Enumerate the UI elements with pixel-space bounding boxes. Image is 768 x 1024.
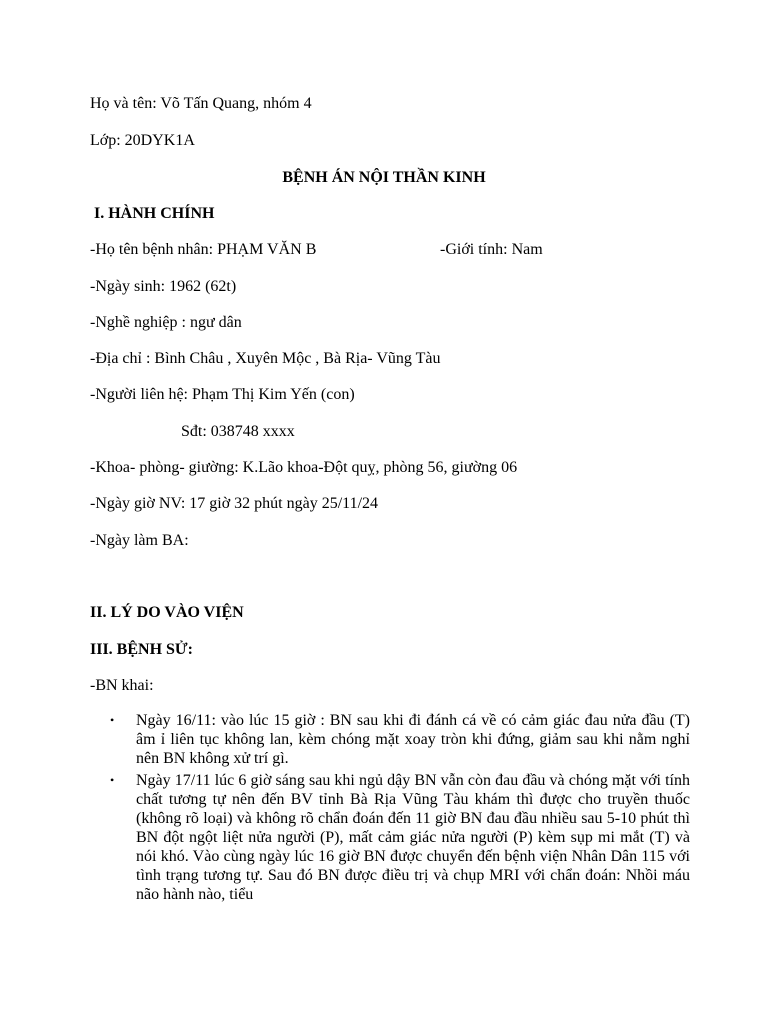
patient-birth: -Ngày sinh: 1962 (62t) — [90, 278, 237, 295]
contact-phone: Sđt: 038748 xxxx — [181, 423, 295, 440]
admission-time: -Ngày giờ NV: 17 giờ 32 phút ngày 25/11/24 — [90, 495, 379, 512]
bullet-icon: • — [110, 773, 115, 787]
list-item — [90, 711, 690, 768]
patient-gender: -Giới tính: Nam — [440, 241, 543, 258]
section-3-heading: III. BỆNH SỬ: — [90, 641, 193, 658]
class-line: Lớp: 20DYK1A — [90, 132, 195, 149]
history-intro: -BN khai: — [90, 677, 154, 694]
author-line: Họ và tên: Võ Tấn Quang, nhóm 4 — [90, 95, 312, 112]
patient-name: -Họ tên bệnh nhân: PHẠM VĂN B — [90, 241, 317, 258]
patient-job: -Nghề nghiệp : ngư dân — [90, 314, 242, 331]
section-1-heading: I. HÀNH CHÍNH — [94, 205, 215, 222]
list-item — [90, 771, 690, 904]
section-2-heading: II. LÝ DO VÀO VIỆN — [90, 604, 244, 621]
patient-contact: -Người liên hệ: Phạm Thị Kim Yến (con) — [90, 386, 355, 403]
record-date: -Ngày làm BA: — [90, 532, 189, 549]
history-list — [90, 711, 690, 907]
ward-info: -Khoa- phòng- giường: K.Lão khoa-Đột quỵ, phòng 56, giường 06 — [90, 459, 518, 476]
history-item-text: Ngày 17/11 lúc 6 giờ sáng sau khi ngủ dậy BN vẫn còn đau đầu và chóng mặt với tính chất tương tự nên đến BV tỉnh Bà Rịa Vũng Tàu khám thì được cho truyền thuốc (không rõ loại) và không rõ chẩn đoán đến 11 giờ BN đau đầu nhiều sau 5-10 phút thì BN đột ngột liệt nửa người (P), mất cảm giác nửa người (P) kèm sụp mi mắt (T) và nói khó. Vào cùng ngày lúc 16 giờ BN được chuyển đến bệnh viện Nhân Dân 115 với tình trạng tương tự. Sau đó BN được điều trị và chụp MRI với chẩn đoán: Nhồi máu não hành nào, tiểu — [136, 772, 690, 903]
patient-address: -Địa chỉ : Bình Châu , Xuyên Mộc , Bà Rịa- Vũng Tàu — [90, 350, 441, 367]
document-title: BỆNH ÁN NỘI THẦN KINH — [282, 169, 486, 186]
history-item-text: Ngày 16/11: vào lúc 15 giờ : BN sau khi đi đánh cá về có cảm giác đau nửa đầu (T) âm ỉ liên tục không lan, kèm chóng mặt xoay tròn khi đứng, giảm sau khi nằm nghỉ nên BN không xử trí gì. — [136, 712, 690, 767]
bullet-icon: • — [110, 713, 115, 727]
